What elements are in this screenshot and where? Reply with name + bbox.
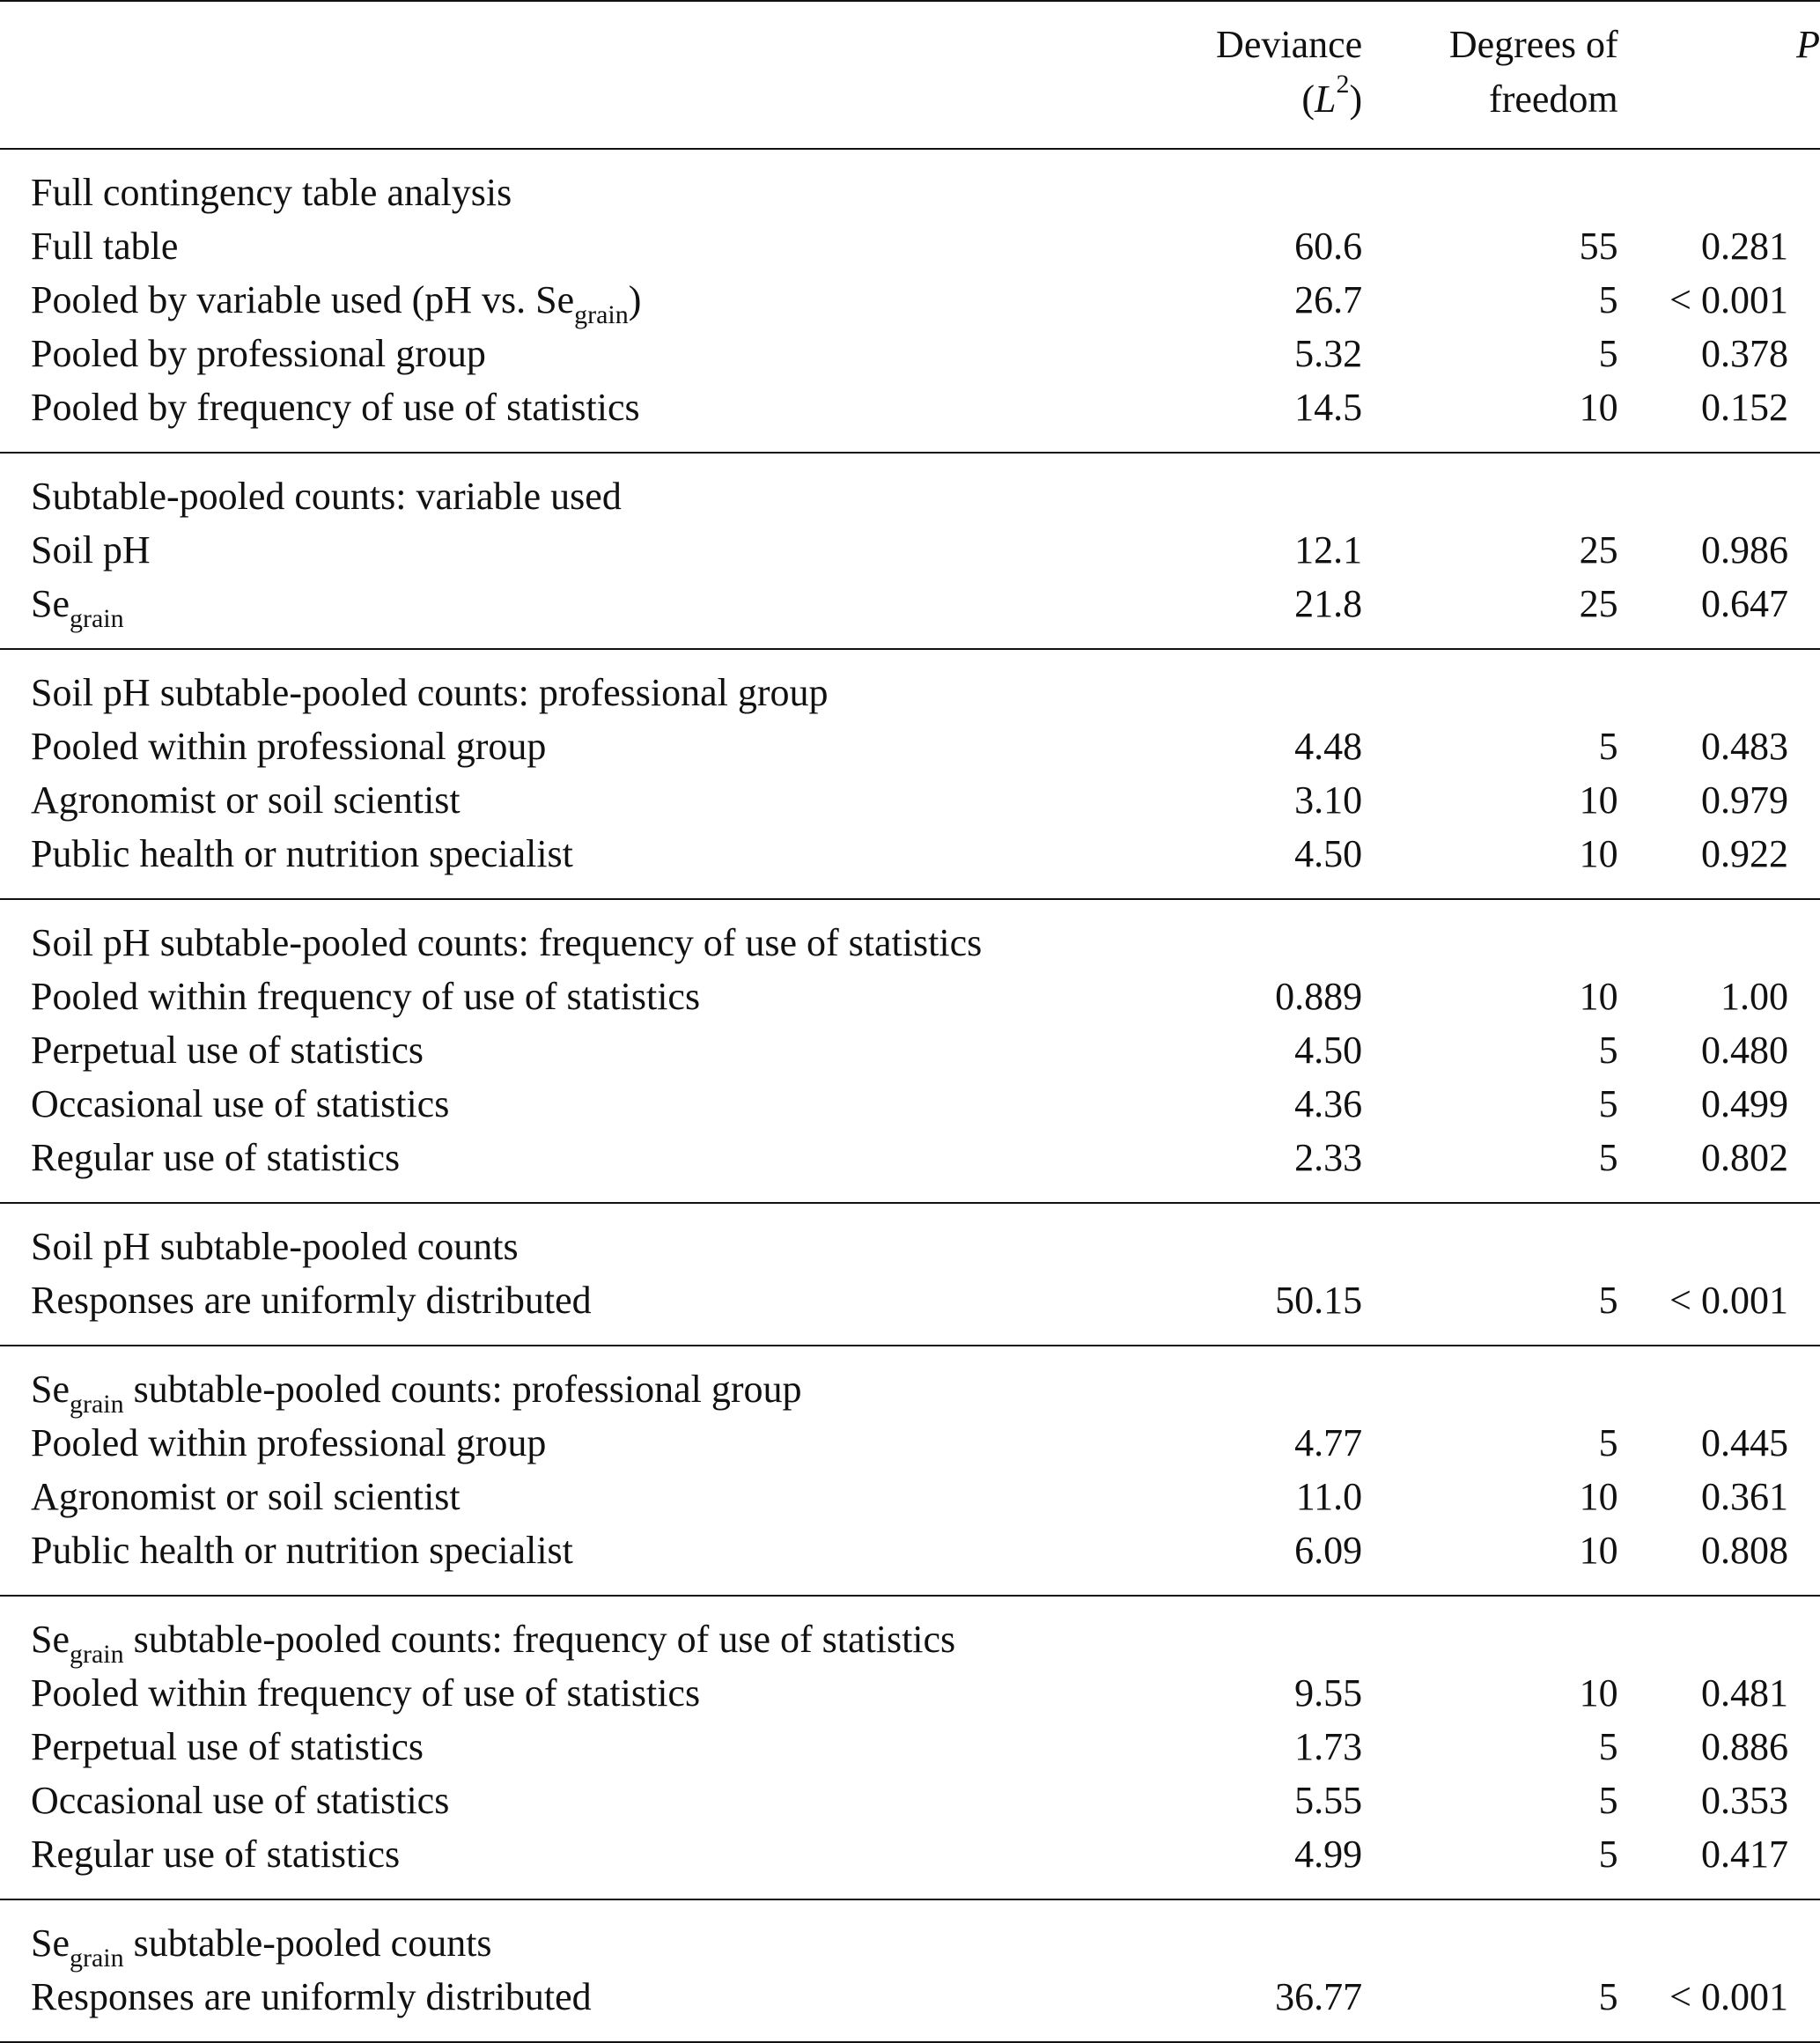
row-label: Pooled within professional group bbox=[31, 725, 547, 768]
section-title-prefix: Se bbox=[31, 1921, 70, 1965]
p-value: 0.483 bbox=[1701, 725, 1788, 768]
table-row bbox=[0, 1720, 1820, 1774]
section-title-row bbox=[0, 899, 1820, 970]
header-p-value bbox=[1618, 1, 1820, 149]
header-deviance-exponent: 2 bbox=[1336, 70, 1350, 99]
header-deviance-open: ( bbox=[1301, 77, 1315, 121]
table-section bbox=[0, 1899, 1820, 2042]
deviance-value: 1.73 bbox=[1294, 1725, 1363, 1768]
row-label: Agronomist or soil scientist bbox=[31, 1475, 461, 1518]
row-label-prefix: Se bbox=[31, 582, 70, 625]
deviance-value: 21.8 bbox=[1100, 577, 1363, 649]
section-title: Soil pH subtable-pooled counts bbox=[31, 1225, 519, 1268]
section-title-subscript: grain bbox=[70, 1390, 124, 1419]
header-p-label: P bbox=[1796, 23, 1820, 66]
table-section bbox=[0, 453, 1820, 649]
df-value: 5 bbox=[1598, 725, 1618, 768]
deviance-value: 5.32 bbox=[1294, 332, 1363, 375]
df-value: 5 bbox=[1598, 332, 1618, 375]
deviance-value: 4.36 bbox=[1294, 1082, 1363, 1125]
section-title-row bbox=[0, 1346, 1820, 1416]
header-deviance-line1: Deviance bbox=[1216, 23, 1363, 66]
table-row bbox=[0, 970, 1820, 1023]
section-title-row bbox=[0, 453, 1820, 523]
row-label: Pooled within professional group bbox=[31, 1421, 547, 1464]
row-label: Agronomist or soil scientist bbox=[31, 778, 461, 822]
header-deviance-symbol: L bbox=[1315, 77, 1337, 121]
df-value: 5 bbox=[1598, 1725, 1618, 1768]
table-row bbox=[0, 577, 1820, 649]
df-value: 10 bbox=[1579, 1671, 1618, 1715]
section-title-suffix: subtable-pooled counts: professional group bbox=[123, 1368, 802, 1411]
df-value: 5 bbox=[1598, 278, 1618, 321]
section-title-subscript: grain bbox=[70, 1640, 124, 1669]
df-value: 5 bbox=[1598, 1779, 1618, 1822]
table-row bbox=[0, 1023, 1820, 1077]
section-title-row bbox=[0, 149, 1820, 219]
df-value: 5 bbox=[1362, 1970, 1617, 2042]
header-row bbox=[0, 1, 1820, 149]
table-row bbox=[0, 327, 1820, 380]
section-title bbox=[0, 1346, 1820, 1419]
section-title-row bbox=[0, 1596, 1820, 1666]
section-title-row bbox=[0, 649, 1820, 719]
table-section bbox=[0, 149, 1820, 453]
table-section bbox=[0, 899, 1820, 1203]
row-label: Responses are uniformly distributed bbox=[0, 1970, 1100, 2042]
deviance-value: 4.48 bbox=[1294, 725, 1363, 768]
table-row bbox=[0, 1470, 1820, 1523]
row-label: Perpetual use of statistics bbox=[31, 1029, 424, 1072]
deviance-value: 4.50 bbox=[1294, 1029, 1363, 1072]
df-value: 5 bbox=[1598, 1029, 1618, 1072]
row-label-prefix: Pooled by variable used (pH vs. Se bbox=[31, 278, 575, 321]
row-label: Responses are uniformly distributed bbox=[0, 1273, 1100, 1346]
table-row bbox=[0, 1970, 1820, 2042]
p-value: 0.445 bbox=[1701, 1421, 1788, 1464]
table-row bbox=[0, 1416, 1820, 1470]
table-row bbox=[0, 219, 1820, 273]
p-value: < 0.001 bbox=[1618, 1273, 1820, 1346]
section-title-suffix: subtable-pooled counts bbox=[123, 1921, 492, 1965]
p-value: 0.353 bbox=[1701, 1779, 1788, 1822]
df-value: 55 bbox=[1579, 225, 1618, 268]
df-value: 10 bbox=[1362, 827, 1617, 899]
row-label: Pooled within frequency of use of statistics bbox=[31, 1671, 701, 1715]
p-value: 0.986 bbox=[1701, 528, 1788, 572]
table-section bbox=[0, 1203, 1820, 1346]
table-row bbox=[0, 719, 1820, 773]
p-value: 0.481 bbox=[1701, 1671, 1788, 1715]
header-empty-cell bbox=[0, 1, 1100, 149]
row-label: Occasional use of statistics bbox=[31, 1082, 450, 1125]
table-row bbox=[0, 380, 1820, 453]
section-title-prefix: Se bbox=[31, 1618, 70, 1661]
deviance-value: 4.99 bbox=[1100, 1827, 1363, 1899]
section-title-suffix: subtable-pooled counts: frequency of use of statistics bbox=[123, 1618, 956, 1661]
table-row bbox=[0, 1523, 1820, 1596]
p-value: < 0.001 bbox=[1669, 278, 1788, 321]
deviance-value: 4.77 bbox=[1294, 1421, 1363, 1464]
deviance-value: 2.33 bbox=[1100, 1131, 1363, 1203]
p-value: 0.378 bbox=[1701, 332, 1788, 375]
section-title: Subtable-pooled counts: variable used bbox=[31, 475, 622, 518]
df-value: 5 bbox=[1598, 1082, 1618, 1125]
deviance-value: 14.5 bbox=[1100, 380, 1363, 453]
table-section bbox=[0, 1596, 1820, 1899]
p-value: 0.647 bbox=[1618, 577, 1820, 649]
header-degrees-of-freedom bbox=[1362, 1, 1617, 149]
table-header bbox=[0, 1, 1820, 149]
table-row bbox=[0, 827, 1820, 899]
p-value: < 0.001 bbox=[1618, 1970, 1820, 2042]
header-deviance-line2 bbox=[1100, 72, 1363, 127]
p-value: 0.886 bbox=[1701, 1725, 1788, 1768]
deviance-value: 9.55 bbox=[1294, 1671, 1363, 1715]
deviance-value: 5.55 bbox=[1294, 1779, 1363, 1822]
table-row bbox=[0, 1666, 1820, 1720]
deviance-value: 12.1 bbox=[1294, 528, 1363, 572]
section-title: Soil pH subtable-pooled counts: frequency of use of statistics bbox=[31, 921, 983, 964]
header-df-line1: Degrees of bbox=[1448, 23, 1618, 66]
table-row bbox=[0, 1774, 1820, 1827]
df-value: 10 bbox=[1579, 975, 1618, 1018]
df-value: 10 bbox=[1362, 380, 1617, 453]
table-row bbox=[0, 523, 1820, 577]
p-value: 0.361 bbox=[1701, 1475, 1788, 1518]
row-label-suffix: ) bbox=[628, 278, 642, 321]
section-title-subscript: grain bbox=[70, 1943, 124, 1973]
section-title: Soil pH subtable-pooled counts: professional group bbox=[31, 671, 829, 714]
p-value: 0.802 bbox=[1618, 1131, 1820, 1203]
header-deviance bbox=[1100, 1, 1363, 149]
p-value: 0.922 bbox=[1618, 827, 1820, 899]
p-value: 0.417 bbox=[1618, 1827, 1820, 1899]
row-label: Pooled within frequency of use of statistics bbox=[31, 975, 701, 1018]
deviance-value: 36.77 bbox=[1100, 1970, 1363, 2042]
table-row bbox=[0, 1077, 1820, 1131]
deviance-value: 11.0 bbox=[1295, 1475, 1363, 1518]
df-value: 5 bbox=[1362, 1827, 1617, 1899]
table-section bbox=[0, 1346, 1820, 1596]
row-label bbox=[0, 273, 1100, 327]
p-value: 0.979 bbox=[1701, 778, 1788, 822]
row-label: Occasional use of statistics bbox=[31, 1779, 450, 1822]
df-value: 25 bbox=[1579, 528, 1618, 572]
header-deviance-close: ) bbox=[1349, 77, 1363, 121]
section-title-prefix: Se bbox=[31, 1368, 70, 1411]
row-label: Regular use of statistics bbox=[0, 1131, 1100, 1203]
section-title bbox=[0, 1899, 1820, 1973]
table-row bbox=[0, 1131, 1820, 1203]
deviance-value: 26.7 bbox=[1294, 278, 1363, 321]
deviance-value: 3.10 bbox=[1294, 778, 1363, 822]
row-label: Pooled by professional group bbox=[31, 332, 486, 375]
deviance-value: 60.6 bbox=[1294, 225, 1363, 268]
section-title bbox=[0, 1596, 1820, 1669]
deviance-value: 0.889 bbox=[1275, 975, 1363, 1018]
p-value: 0.281 bbox=[1701, 225, 1788, 268]
row-label: Public health or nutrition specialist bbox=[0, 827, 1100, 899]
df-value: 10 bbox=[1579, 778, 1618, 822]
df-value: 10 bbox=[1362, 1523, 1617, 1596]
deviance-value: 6.09 bbox=[1100, 1523, 1363, 1596]
df-value: 5 bbox=[1362, 1273, 1617, 1346]
deviance-value: 50.15 bbox=[1100, 1273, 1363, 1346]
section-title: Full contingency table analysis bbox=[31, 171, 512, 214]
section-title-row bbox=[0, 1899, 1820, 1970]
table-row bbox=[0, 1273, 1820, 1346]
table-row bbox=[0, 1827, 1820, 1899]
p-value: 0.480 bbox=[1701, 1029, 1788, 1072]
row-label bbox=[0, 577, 1100, 649]
section-title-row bbox=[0, 1203, 1820, 1273]
row-label: Soil pH bbox=[31, 528, 151, 572]
df-value: 10 bbox=[1579, 1475, 1618, 1518]
df-value: 5 bbox=[1598, 1421, 1618, 1464]
row-label: Perpetual use of statistics bbox=[31, 1725, 424, 1768]
row-label: Pooled by frequency of use of statistics bbox=[0, 380, 1100, 453]
df-value: 5 bbox=[1362, 1131, 1617, 1203]
table-section bbox=[0, 649, 1820, 899]
row-label: Public health or nutrition specialist bbox=[0, 1523, 1100, 1596]
table-row bbox=[0, 773, 1820, 827]
p-value: 0.499 bbox=[1701, 1082, 1788, 1125]
p-value: 0.808 bbox=[1618, 1523, 1820, 1596]
deviance-value: 4.50 bbox=[1100, 827, 1363, 899]
p-value: 1.00 bbox=[1721, 975, 1788, 1018]
row-label: Regular use of statistics bbox=[0, 1827, 1100, 1899]
row-label: Full table bbox=[31, 225, 179, 268]
df-value: 25 bbox=[1362, 577, 1617, 649]
header-df-line2: freedom bbox=[1489, 77, 1618, 121]
row-label-subscript: grain bbox=[574, 300, 629, 329]
table-row bbox=[0, 273, 1820, 327]
p-value: 0.152 bbox=[1618, 380, 1820, 453]
row-label-subscript: grain bbox=[70, 604, 124, 633]
